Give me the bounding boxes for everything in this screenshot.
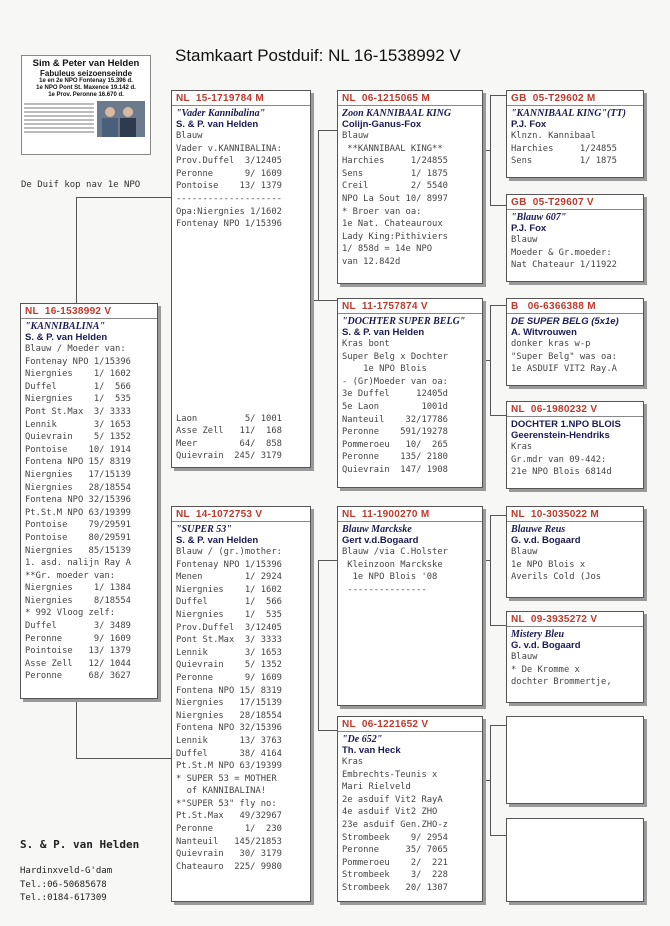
ring-number: GB 05-T29607 V xyxy=(507,197,643,210)
result-line: Fontenay NPO 1/15396 xyxy=(176,219,282,230)
card-ggp-fff xyxy=(506,90,644,178)
ring-number: NL 06-1215065 M xyxy=(338,93,482,106)
result-line: Pommeroeu 2/ 221 xyxy=(342,857,448,868)
card-maternal-grandmother xyxy=(337,716,483,902)
connector-fm-mid xyxy=(483,360,491,361)
newspaper-clipping xyxy=(21,55,151,155)
news-text-block xyxy=(24,101,94,137)
result-line: Peronne 135/ 2180 xyxy=(342,452,448,463)
result-line: Niergnies 1/ 535 xyxy=(176,609,282,620)
result-line: Niergnies 1/ 1602 xyxy=(25,369,131,380)
card-ggp-mff xyxy=(506,506,644,598)
main-lines xyxy=(25,343,153,683)
result-line: Duffel 3/ 3489 xyxy=(25,621,131,632)
connector-to-mm xyxy=(318,730,338,731)
result-line: 21e NPO Blois 6814d xyxy=(511,467,612,478)
result-line: Nanteuil 145/21853 xyxy=(176,836,282,847)
connector-to-mfm xyxy=(490,625,506,626)
result-line: Niergnies 1/ 1384 xyxy=(25,583,131,594)
card-ggp-fmm xyxy=(506,401,644,489)
result-line: Fontena NPO 15/ 8319 xyxy=(25,457,131,468)
pigeon-owner: A. Witvrouwen xyxy=(511,327,577,338)
connector-to-mother xyxy=(76,758,172,759)
news-body xyxy=(24,101,148,137)
result-line: Vader v.KANNIBALINA: xyxy=(176,143,282,154)
card-ggp-fmf xyxy=(506,298,644,386)
pigeon-owner: Geerenstein-Hendriks xyxy=(511,430,610,441)
result-line: Peronne 35/ 7065 xyxy=(342,845,448,856)
result-line: "Super Belg" was oa: xyxy=(511,351,617,362)
news-result-1: 1e en 2e NPO Fontenay 15.396 d. xyxy=(39,78,133,84)
result-line: 23e asduif Gen.ZHO-z xyxy=(342,819,448,830)
result-line: 2e asduif Vit2 RayA xyxy=(342,794,443,805)
connector-to-fm xyxy=(310,300,338,301)
result-line: Quievrain 5/ 1352 xyxy=(176,660,282,671)
result-line: Kleinzoon Marckske xyxy=(342,559,443,570)
connector-mf-mid xyxy=(483,560,491,561)
result-line: Strombeek 3/ 228 xyxy=(342,870,448,881)
result-line: Peronne 9/ 1609 xyxy=(176,168,282,179)
ring-number: NL 16-1538992 V xyxy=(21,306,157,319)
result-line: Niergnies 1/ 1602 xyxy=(176,584,282,595)
result-line: Peronne 1/ 230 xyxy=(176,824,282,835)
result-line: * SUPER 53 = MOTHER xyxy=(176,773,277,784)
result-line: Gr.mdr van 09-442: xyxy=(511,454,607,465)
result-line: Lennik 3/ 1653 xyxy=(176,647,282,658)
result-line: Strombeek 20/ 1307 xyxy=(342,882,448,893)
result-line: *"SUPER 53" fly no: xyxy=(176,798,277,809)
pigeon-name: "SUPER 53" xyxy=(176,524,232,535)
result-line: Fontena NPO 15/ 8319 xyxy=(176,685,282,696)
card-paternal-grandmother xyxy=(337,298,483,488)
result-line: Meer 64/ 858 xyxy=(176,438,282,449)
result-line: van 12.842d xyxy=(342,256,401,267)
card-ggp-mfm xyxy=(506,611,644,703)
result-line: Lady King:Pithiviers xyxy=(342,231,448,242)
news-result-2: 1e NPO Pont St. Maxence 19.142 d. xyxy=(36,85,136,91)
result-line: Fontena NPO 32/15396 xyxy=(176,723,282,734)
result-line: * 992 Vloog zelf: xyxy=(25,608,116,619)
result-line: Harchies 1/24855 xyxy=(511,143,617,154)
connector-mm-mid xyxy=(483,780,491,781)
result-line: Nanteuil 32/17786 xyxy=(342,414,448,425)
result-line: * De Kromme x xyxy=(511,664,580,675)
result-line: Sens 1/ 1875 xyxy=(511,156,617,167)
result-line: 1e NPO Blois xyxy=(342,364,427,375)
result-line: Peronne 9/ 1609 xyxy=(176,672,282,683)
result-line: Pont St.Max 3/ 3333 xyxy=(176,635,282,646)
result-line: -------------------- xyxy=(176,193,282,204)
result-line: Pt.St.M NPO 63/19399 xyxy=(25,507,131,518)
card-father xyxy=(171,90,311,468)
card-ggp-mmm-empty xyxy=(506,818,644,902)
result-line: Pont St.Max 3/ 3333 xyxy=(25,406,131,417)
ring-number: NL 06-1980232 V xyxy=(507,404,643,417)
ring-number: NL 11-1757874 V xyxy=(338,301,482,314)
card-mother xyxy=(171,506,311,902)
result-line: Niergnies 28/18554 xyxy=(25,482,131,493)
result-line: of KANNIBALINA! xyxy=(176,786,267,797)
connector-to-mmf xyxy=(490,725,506,726)
card-main-pigeon xyxy=(20,303,158,699)
result-line: Prov.Duffel 3/12405 xyxy=(176,156,282,167)
result-line: Niergnies 8/18554 xyxy=(25,595,131,606)
page-title: Stamkaart Postduif: NL 16-1538992 V xyxy=(175,46,461,65)
result-line: Pt.St.M NPO 63/19399 xyxy=(176,761,282,772)
pigeon-owner: S. & P. van Helden xyxy=(176,119,259,130)
result-line: Pommeroeu 10/ 265 xyxy=(342,439,448,450)
result-line: 1e NPO Blois '08 xyxy=(342,572,438,583)
pigeon-name: "De 652" xyxy=(342,734,383,745)
connector-to-fff xyxy=(490,95,506,96)
result-line: Blauw / (gr.)mother: xyxy=(176,547,282,557)
result-line: 1/ 858d = 14e NPO xyxy=(342,244,433,255)
news-photo xyxy=(97,101,145,137)
card-paternal-grandfather xyxy=(337,90,483,284)
pigeon-name: "DOCHTER SUPER BELG" xyxy=(342,316,466,327)
ring-number: NL 14-1072753 V xyxy=(172,509,310,522)
breeder-phone-1: Tel.:06-50685678 xyxy=(20,880,107,890)
result-line: **Gr. moeder van: xyxy=(25,570,116,581)
card-ggp-ffm xyxy=(506,194,644,282)
pigeon-owner: S. & P. van Helden xyxy=(342,327,425,338)
ring-number: NL 11-1900270 M xyxy=(338,509,482,522)
pigeon-name: "Blauw 607" xyxy=(511,212,567,223)
result-line: Blauw xyxy=(511,652,538,662)
result-line: NPO La Sout 10/ 8997 xyxy=(342,193,448,204)
breeder-name: S. & P. van Helden xyxy=(20,838,140,851)
result-line: 1. asd. nalijn Ray A xyxy=(25,558,131,569)
connector-to-fmm xyxy=(490,415,506,416)
result-line: Lennik 3/ 1653 xyxy=(25,419,131,430)
connector-ff-mid xyxy=(483,150,491,151)
result-line: - (Gr)Moeder van oa: xyxy=(342,376,448,387)
result-line: Mari Rielveld xyxy=(342,782,411,793)
pigeon-owner: Colijn-Ganus-Fox xyxy=(342,119,422,130)
result-line: --------------- xyxy=(342,584,427,595)
connector-to-mff xyxy=(490,515,506,516)
result-line: 1e Nat. Chateauroux xyxy=(342,219,443,230)
connector-father-tree xyxy=(318,130,319,300)
pigeon-owner: G. v.d. Bogaard xyxy=(511,535,581,546)
result-line: Creil 2/ 5540 xyxy=(342,181,448,192)
result-line: Blauw xyxy=(511,235,538,245)
result-line: Lennik 13/ 3763 xyxy=(176,735,282,746)
pigeon-owner: S. & P. van Helden xyxy=(25,332,108,343)
result-line: Kras xyxy=(342,757,364,767)
result-line: Pontoise 80/29591 xyxy=(25,532,131,543)
connector-to-mf xyxy=(318,560,338,561)
result-line: Prov.Duffel 3/12405 xyxy=(176,622,282,633)
result-line: Peronne 591/19278 xyxy=(342,427,448,438)
connector-to-fmf xyxy=(490,305,506,306)
connector-to-ff xyxy=(318,130,338,131)
result-line: Opa:Niergnies 1/1602 xyxy=(176,206,282,217)
connector-main-down xyxy=(76,698,77,758)
result-line: donker kras w-p xyxy=(511,339,591,349)
result-line: Sens 1/ 1875 xyxy=(342,168,448,179)
result-line: Blauw xyxy=(176,131,203,141)
result-line: Kras xyxy=(511,442,533,452)
result-line: Niergnies 85/15139 xyxy=(25,545,131,556)
result-line: Quievrain 30/ 3179 xyxy=(176,849,282,860)
ring-number: NL 15-1719784 M xyxy=(172,93,310,106)
result-line: Laon 5/ 1001 xyxy=(176,413,282,424)
connector-to-mmm xyxy=(490,835,506,836)
pigeon-owner: P.J. Fox xyxy=(511,223,547,234)
news-headline: Sim & Peter van Helden xyxy=(32,58,140,69)
result-line: Fontenay NPO 1/15396 xyxy=(25,356,131,367)
pigeon-owner: Th. van Heck xyxy=(342,745,401,756)
connector-to-father xyxy=(76,197,172,198)
result-line: Pointoise 13/ 1379 xyxy=(25,646,131,657)
card-ggp-mmf-empty xyxy=(506,716,644,804)
result-line: Blauw xyxy=(511,547,538,557)
pigeon-owner: P.J. Fox xyxy=(511,119,547,130)
connector-main-up xyxy=(76,197,77,305)
ring-number: NL 09-3935272 V xyxy=(507,614,643,627)
result-line: Klnzn. Kannibaal xyxy=(511,131,596,141)
pigeon-owner: Gert v.d.Bogaard xyxy=(342,535,419,546)
pedigree-note: De Duif kop nav 1e NPO xyxy=(21,180,141,190)
result-line: Harchies 1/24855 xyxy=(342,156,448,167)
result-line: Niergnies 28/18554 xyxy=(176,710,282,721)
result-line: Niergnies 17/15139 xyxy=(176,698,282,709)
result-line: Blauw xyxy=(342,131,369,141)
result-line: Moeder & Gr.moeder: xyxy=(511,247,612,258)
result-line: Fontenay NPO 1/15396 xyxy=(176,559,282,570)
connector-mother-tree xyxy=(318,560,319,730)
pigeon-name: DE SUPER BELG (5x1e) xyxy=(511,316,619,327)
news-subheadline: Fabuleus seizoenseinde xyxy=(39,69,133,78)
result-line: Duffel 38/ 4164 xyxy=(176,748,282,759)
result-line: Asse Zell 12/ 1044 xyxy=(25,658,131,669)
result-line: Pontoise 13/ 1379 xyxy=(176,181,282,192)
result-line: Quievrain 147/ 1908 xyxy=(342,464,448,475)
breeder-phone-2: Tel.:0184-617309 xyxy=(20,893,107,903)
pigeon-name: "KANNIBAAL KING"(TT) xyxy=(511,108,626,119)
pigeon-owner: G. v.d. Bogaard xyxy=(511,640,581,651)
result-line: Quievrain 5/ 1352 xyxy=(25,432,131,443)
result-line: 5e Laon 1001d xyxy=(342,401,448,412)
card-maternal-grandfather xyxy=(337,506,483,706)
result-line: Blauw /via C.Holster xyxy=(342,547,448,557)
result-line: dochter Brommertje, xyxy=(511,677,612,688)
result-line: Niergnies 1/ 535 xyxy=(25,394,131,405)
result-line: Peronne 9/ 1609 xyxy=(25,633,131,644)
result-line: Kras bont xyxy=(342,339,390,349)
result-line: 3e Duffel 12405d xyxy=(342,389,448,400)
pigeon-name: Blauwe Reus xyxy=(511,524,566,535)
father-bottom-results xyxy=(176,413,282,463)
result-line: Fontena NPO 32/15396 xyxy=(25,495,131,506)
result-line: Averils Cold (Jos xyxy=(511,572,602,583)
result-line: Super Belg x Dochter xyxy=(342,351,448,362)
result-line: Pontoise 79/29591 xyxy=(25,520,131,531)
ring-number: GB 05-T29602 M xyxy=(507,93,643,106)
result-line: Asse Zell 11/ 168 xyxy=(176,426,282,437)
pigeon-name: Zoon KANNIBAAL KING xyxy=(342,108,452,119)
result-line: Embrechts-Teunis x xyxy=(342,769,438,780)
result-line: Pt.St.Max 49/32967 xyxy=(176,811,282,822)
result-line: Nat Chateaur 1/11922 xyxy=(511,260,617,271)
result-line: Quievrain 245/ 3179 xyxy=(176,451,282,462)
result-line: 1e ASDUIF VIT2 Ray.A xyxy=(511,364,617,375)
ring-number: B 06-6366388 M xyxy=(507,301,643,314)
result-line: 4e asduif Vit2 ZHO xyxy=(342,807,438,818)
connector-to-ffm xyxy=(490,205,506,206)
pigeon-owner: S. & P. van Helden xyxy=(176,535,259,546)
result-line: Peronne 68/ 3627 xyxy=(25,671,131,682)
breeder-city: Hardinxveld-G'dam xyxy=(20,866,113,876)
result-line: * Broer van oa: xyxy=(342,206,422,217)
ring-number: NL 06-1221652 V xyxy=(338,719,482,732)
connector-mf-tree xyxy=(490,515,491,625)
result-line: Chateauro 225/ 9980 xyxy=(176,861,282,872)
pigeon-name: DOCHTER 1.NPO BLOIS xyxy=(511,419,621,430)
pigeon-name: "Vader Kannibalina" xyxy=(176,108,266,119)
result-line: Duffel 1/ 566 xyxy=(176,597,282,608)
news-result-3: 1e Prov. Peronne 16.670 d. xyxy=(48,92,124,98)
result-line: Blauw / Moeder van: xyxy=(25,344,126,354)
pigeon-name: Mistery Bleu xyxy=(511,629,565,640)
result-line: Menen 1/ 2924 xyxy=(176,572,282,583)
pigeon-name: Blauw Marckske xyxy=(342,524,412,535)
result-line: Pontoise 10/ 1914 xyxy=(25,444,131,455)
result-line: Strombeek 9/ 2954 xyxy=(342,832,448,843)
result-line: 1e NPO Blois x xyxy=(511,559,586,570)
pigeon-name: "KANNIBALINA" xyxy=(25,321,106,332)
ring-number: NL 10-3035022 M xyxy=(507,509,643,522)
result-line: Duffel 1/ 566 xyxy=(25,381,131,392)
result-line: **KANNIBAAL KING** xyxy=(342,143,443,154)
result-line: Niergnies 17/15139 xyxy=(25,469,131,480)
